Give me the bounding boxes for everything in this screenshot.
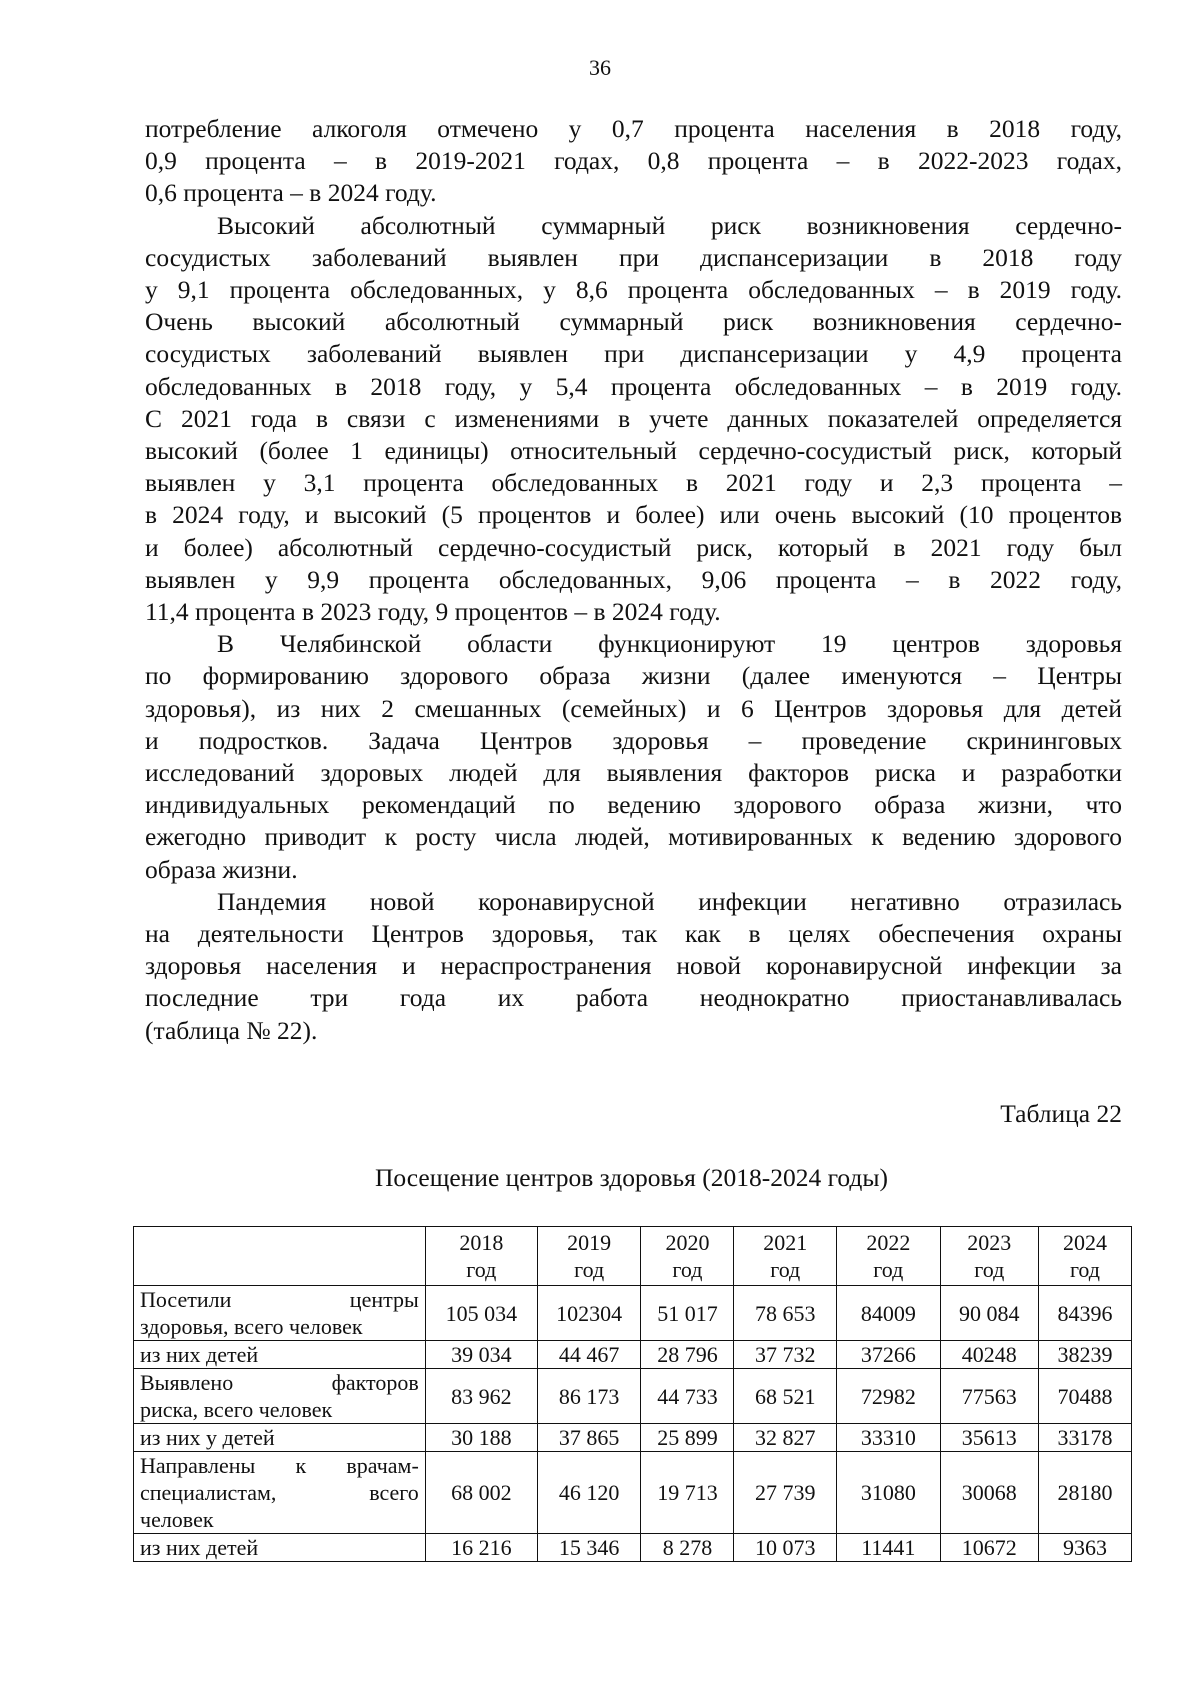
paragraph-line: индивидуальных рекомендаций по ведению здорового образа жизни, что <box>145 790 1122 820</box>
table-cell: 35613 <box>940 1424 1038 1452</box>
table-cell: 84009 <box>837 1286 941 1341</box>
table-cell: 10 073 <box>734 1534 837 1562</box>
paragraph-line: и подростков. Задача Центров здоровья – проведение скрининговых <box>145 725 1122 755</box>
paragraph-line: 0,6 процента – в 2024 году. <box>145 178 437 208</box>
table-cell: 84396 <box>1038 1286 1131 1341</box>
table-cell: 15 346 <box>537 1534 641 1562</box>
paragraph-line: на деятельности Центров здоровья, так как в целях обеспечения охраны <box>145 919 1122 949</box>
paragraph-line: выявлен у 3,1 процента обследованных в 2021 году и 2,3 процента – <box>145 468 1122 498</box>
table-cell: 10672 <box>940 1534 1038 1562</box>
paragraph-line: Очень высокий абсолютный суммарный риск возникновения сердечно- <box>145 307 1122 337</box>
table-cell: 38239 <box>1038 1341 1131 1369</box>
table-cell: 40248 <box>940 1341 1038 1369</box>
row-label-line: риска, всего человек <box>140 1397 333 1422</box>
paragraph-line: выявлен у 9,9 процента обследованных, 9,06 процента – в 2022 году, <box>145 564 1122 594</box>
table-cell: 39 034 <box>425 1341 537 1369</box>
paragraph-line: обследованных в 2018 году, у 5,4 процента обследованных – в 2019 году. <box>145 371 1122 401</box>
paragraph-line: сосудистых заболеваний выявлен при диспансеризации у 4,9 процента <box>145 339 1122 369</box>
table-label: Таблица 22 <box>1000 1099 1122 1128</box>
table-cell: 105 034 <box>425 1286 537 1341</box>
header-year-unit: год <box>574 1257 605 1282</box>
table-cell: 90 084 <box>940 1286 1038 1341</box>
table-cell: 33310 <box>837 1424 941 1452</box>
row-label <box>134 1452 426 1534</box>
table-title: Посещение центров здоровья (2018-2024 годы) <box>374 1163 889 1192</box>
table-row <box>134 1424 1132 1452</box>
header-year-value: 2020 <box>665 1230 710 1255</box>
table-cell: 102304 <box>537 1286 641 1341</box>
table-cell: 30068 <box>940 1452 1038 1534</box>
header-year-unit: год <box>466 1257 497 1282</box>
table-cell: 77563 <box>940 1369 1038 1424</box>
table-row <box>134 1286 1132 1341</box>
table-cell: 33178 <box>1038 1424 1131 1452</box>
table-cell: 25 899 <box>641 1424 734 1452</box>
row-label-line: из них детей <box>140 1342 259 1367</box>
table-header-year <box>1038 1227 1131 1286</box>
row-label-line: Посетили центры <box>140 1287 419 1312</box>
header-year-unit: год <box>974 1257 1005 1282</box>
paragraph-line: последние три года их работа неоднократно приостанавливалась <box>145 983 1122 1013</box>
table-cell: 68 521 <box>734 1369 837 1424</box>
table-cell: 30 188 <box>425 1424 537 1452</box>
row-label-line: человек <box>140 1507 214 1532</box>
paragraph-line: Пандемия новой коронавирусной инфекции негативно отразилась <box>217 886 1122 916</box>
paragraph-line: Высокий абсолютный суммарный риск возникновения сердечно- <box>217 210 1122 240</box>
table-cell: 86 173 <box>537 1369 641 1424</box>
header-year-unit: год <box>873 1257 904 1282</box>
header-year-value: 2022 <box>866 1230 911 1255</box>
table-cell: 19 713 <box>641 1452 734 1534</box>
table-cell: 51 017 <box>641 1286 734 1341</box>
table-header-row <box>134 1227 1132 1286</box>
table-header-year <box>537 1227 641 1286</box>
paragraph <box>145 210 1122 629</box>
paragraph <box>145 628 1122 886</box>
table-cell: 46 120 <box>537 1452 641 1534</box>
paragraph-line: ежегодно приводит к росту числа людей, мотивированных к ведению здорового <box>145 822 1122 852</box>
table-cell: 28180 <box>1038 1452 1131 1534</box>
table-cell: 9363 <box>1038 1534 1131 1562</box>
paragraph-line: сосудистых заболеваний выявлен при диспансеризации в 2018 году <box>145 242 1122 272</box>
paragraph-line: 0,9 процента – в 2019-2021 годах, 0,8 процента – в 2022-2023 годах, <box>145 146 1122 176</box>
table-cell: 70488 <box>1038 1369 1131 1424</box>
table-cell: 44 733 <box>641 1369 734 1424</box>
table-cell: 83 962 <box>425 1369 537 1424</box>
table-cell: 28 796 <box>641 1341 734 1369</box>
header-year-unit: год <box>1069 1257 1100 1282</box>
table-cell: 37 865 <box>537 1424 641 1452</box>
table-row <box>134 1534 1132 1562</box>
table-cell: 11441 <box>837 1534 941 1562</box>
row-label-line: специалистам, всего <box>140 1480 419 1505</box>
page-number: 36 <box>589 55 611 80</box>
table-row <box>134 1341 1132 1369</box>
paragraph-line: исследований здоровых людей для выявления факторов риска и разработки <box>145 758 1122 788</box>
table-cell: 44 467 <box>537 1341 641 1369</box>
table-cell: 32 827 <box>734 1424 837 1452</box>
data-table <box>133 1226 1132 1562</box>
row-label <box>134 1286 426 1341</box>
body-text <box>145 113 1122 1047</box>
header-year-unit: год <box>672 1257 703 1282</box>
table-cell: 78 653 <box>734 1286 837 1341</box>
paragraph-line: у 9,1 процента обследованных, у 8,6 процента обследованных – в 2019 году. <box>145 275 1122 305</box>
table-header-year <box>425 1227 537 1286</box>
table-row <box>134 1369 1132 1424</box>
table-cell: 8 278 <box>641 1534 734 1562</box>
table-cell: 37 732 <box>734 1341 837 1369</box>
header-year-value: 2019 <box>567 1230 612 1255</box>
table-header-year <box>641 1227 734 1286</box>
table-cell: 31080 <box>837 1452 941 1534</box>
header-year-value: 2023 <box>967 1230 1012 1255</box>
row-label <box>134 1341 426 1369</box>
row-label <box>134 1424 426 1452</box>
paragraph-line: и более) абсолютный сердечно-сосудистый риск, который в 2021 году был <box>145 532 1122 562</box>
table-row <box>134 1452 1132 1534</box>
header-year-value: 2018 <box>459 1230 504 1255</box>
row-label <box>134 1534 426 1562</box>
paragraph-line: (таблица № 22). <box>145 1015 318 1045</box>
row-label-line: Выявлено факторов <box>140 1370 419 1395</box>
table-cell: 37266 <box>837 1341 941 1369</box>
paragraph-line: высокий (более 1 единицы) относительный сердечно-сосудистый риск, который <box>145 436 1122 466</box>
table-header-year <box>940 1227 1038 1286</box>
table-cell: 16 216 <box>425 1534 537 1562</box>
paragraph <box>145 886 1122 1047</box>
table-header-corner <box>134 1227 426 1286</box>
paragraph-line: потребление алкоголя отмечено у 0,7 процента населения в 2018 году, <box>145 114 1122 143</box>
table-cell: 27 739 <box>734 1452 837 1534</box>
header-year-unit: год <box>770 1257 801 1282</box>
paragraph-line: здоровья населения и нераспространения новой коронавирусной инфекции за <box>145 951 1122 981</box>
paragraph-line: В Челябинской области функционируют 19 центров здоровья <box>217 629 1122 659</box>
paragraph-line: по формированию здорового образа жизни (далее именуются – Центры <box>145 661 1122 691</box>
paragraph <box>145 113 1122 210</box>
paragraph-line: здоровья), из них 2 смешанных (семейных) и 6 Центров здоровья для детей <box>145 693 1122 723</box>
table-header-year <box>837 1227 941 1286</box>
table-header-year <box>734 1227 837 1286</box>
row-label-line: Направлены к врачам- <box>140 1453 419 1478</box>
table-cell: 68 002 <box>425 1452 537 1534</box>
paragraph-line: С 2021 года в связи с изменениями в учете данных показателей определяется <box>145 403 1122 433</box>
paragraph-line: 11,4 процента в 2023 году, 9 процентов – в 2024 году. <box>145 597 721 627</box>
row-label <box>134 1369 426 1424</box>
table-cell: 72982 <box>837 1369 941 1424</box>
header-year-value: 2024 <box>1062 1230 1107 1255</box>
row-label-line: из них у детей <box>140 1425 275 1450</box>
paragraph-line: в 2024 году, и высокий (5 процентов и более) или очень высокий (10 процентов <box>145 500 1122 530</box>
row-label-line: здоровья, всего человек <box>140 1314 363 1339</box>
row-label-line: из них детей <box>140 1535 259 1560</box>
paragraph-line: образа жизни. <box>145 854 298 884</box>
header-year-value: 2021 <box>763 1230 808 1255</box>
